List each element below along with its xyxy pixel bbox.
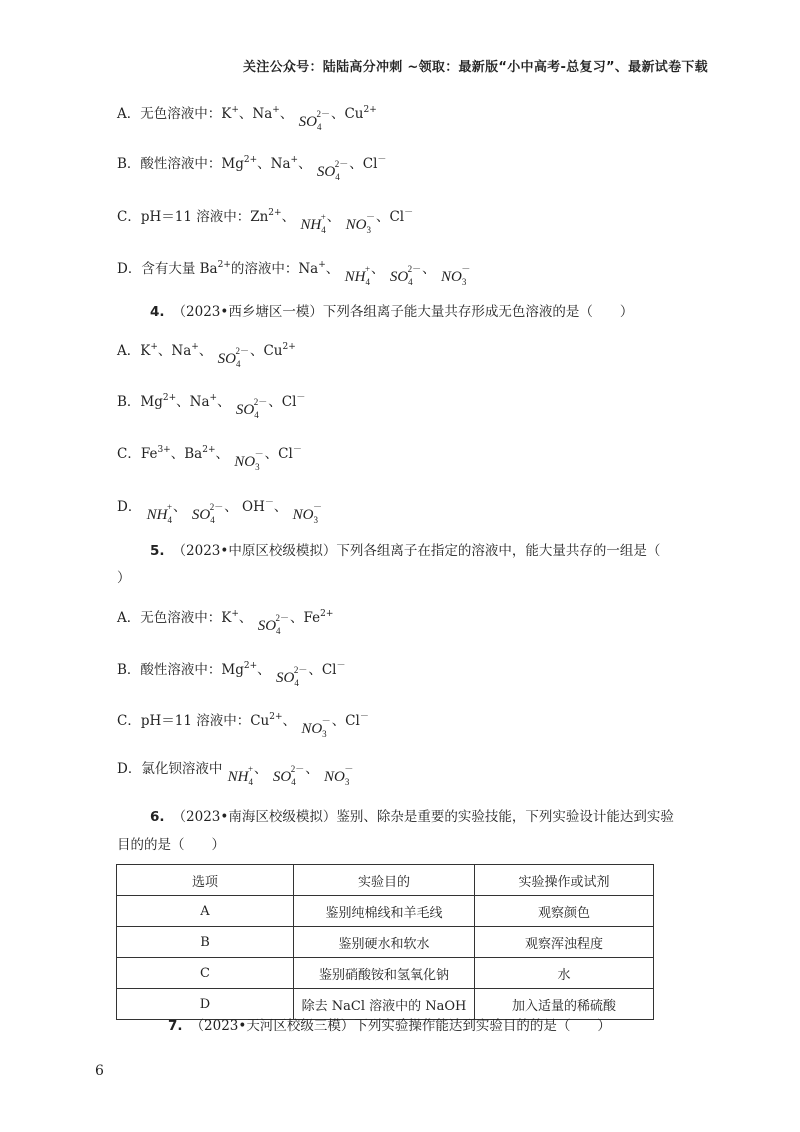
- ammonium-ion: $NH_4^+$: [146, 502, 173, 525]
- experiment-table: [116, 864, 654, 1020]
- table-row: [117, 989, 654, 1020]
- q4-option-c: C．$Fe^{3+}$、$Ba^{2+}$、 $NO_3^-$、Cl－: [117, 440, 302, 477]
- page-number: 6: [95, 1063, 104, 1079]
- ammonium-ion: $NH_4^+$: [300, 212, 326, 235]
- q3-option-b: B．酸性溶液中：$Mg^{2+}$、Na+、 $SO_4^{2-}$、Cl－: [117, 150, 386, 187]
- nitrate-ion: $NO_3^-$: [301, 716, 331, 739]
- table-cell: A: [117, 896, 294, 927]
- table-header-row: [117, 865, 654, 896]
- sulfate-ion: $SO_4^{2-}$: [316, 159, 349, 182]
- table-header: 实验操作或试剂: [475, 865, 654, 896]
- sulfate-ion: $SO_4^{2-}$: [275, 665, 308, 688]
- table-header: 选项: [117, 865, 294, 896]
- table-cell: 鉴别纯棉线和羊毛线: [294, 896, 475, 927]
- sulfate-ion: $SO_4^{2-}$: [272, 764, 305, 787]
- nitrate-ion: $NO_3^-$: [234, 449, 264, 472]
- sulfate-ion: $SO_4^{2-}$: [217, 346, 249, 369]
- table-cell: 水: [475, 958, 654, 989]
- table-row: [117, 896, 654, 927]
- table-cell: 加入适量的稀硫酸: [475, 989, 654, 1020]
- table-cell: B: [117, 927, 294, 958]
- table-cell: 鉴别硝酸铵和氢氧化钠: [294, 958, 475, 989]
- table-cell: 鉴别硬水和软水: [294, 927, 475, 958]
- ammonium-ion: $NH_4^+$: [344, 264, 371, 287]
- sulfate-ion: $SO_4^{2-}$: [235, 397, 268, 420]
- ammonium-ion: $NH_4^+$: [227, 764, 254, 787]
- q3-option-d: D．含有大量 $Ba^{2+}$的溶液中：Na+、 $NH_4^+$、 $SO_4^{2-}$、 $NO_3^-$: [117, 255, 471, 292]
- sulfate-ion: $SO_4^{2-}$: [191, 502, 224, 525]
- q5-option-d: D．氯化钡溶液中 $NH_4^+$、 $SO_4^{2-}$、 $NO_3^-$: [117, 759, 354, 792]
- table-row: [117, 927, 654, 958]
- q3-option-c: C．pH＝11 溶液中：$Zn^{2+}$、 $NH_4^+$、 $NO_3^-$、Cl－: [117, 203, 413, 240]
- q3-option-a: A．无色溶液中：K+、Na+、 $SO_4^{2-}$、$Cu^{2+}$: [117, 100, 377, 137]
- question-5: 5. （2023•中原区校级模拟）下列各组离子在指定的溶液中，能大量共存的一组是（: [150, 543, 661, 559]
- q5-option-c: C．pH＝11 溶液中：$Cu^{2+}$、 $NO_3^-$、Cl－: [117, 707, 369, 744]
- page-header: 关注公众号：陆陆高分冲刺 ~领取：最新版“小中高考-总复习”、最新试卷下载: [242, 60, 708, 75]
- question-5-continued: ）: [117, 570, 131, 586]
- sulfate-ion: $SO_4^{2-}$: [298, 109, 330, 132]
- q4-option-d: D． $NH_4^+$、 $SO_4^{2-}$、 OH－、 $NO_3^-$: [117, 493, 323, 530]
- nitrate-ion: $NO_3^-$: [292, 502, 323, 525]
- q5-option-b: B．酸性溶液中：$Mg^{2+}$、 $SO_4^{2-}$、Cl－: [117, 656, 346, 693]
- question-6: 6. （2023•南海区校级模拟）鉴别、除杂是重要的实验技能，下列实验设计能达到实验: [150, 809, 674, 825]
- table-cell: 除去 NaCl 溶液中的 NaOH: [294, 989, 475, 1020]
- table-header: 实验目的: [294, 865, 475, 896]
- question-7: 7. （2023•天河区校级三模）下列实验操作能达到实验目的的是（ ）: [168, 1018, 611, 1034]
- question-4: 4. （2023•西乡塘区一模）下列各组离子能大量共存形成无色溶液的是（ ）: [150, 304, 634, 320]
- table-cell: 观察浑浊程度: [475, 927, 654, 958]
- q4-option-a: A．K+、Na+、 $SO_4^{2-}$、$Cu^{2+}$: [117, 337, 296, 374]
- nitrate-ion: $NO_3^-$: [345, 212, 375, 235]
- nitrate-ion: $NO_3^-$: [440, 264, 471, 287]
- table-cell: D: [117, 989, 294, 1020]
- sulfate-ion: $SO_4^{2-}$: [257, 613, 290, 636]
- table-cell: 观察颜色: [475, 896, 654, 927]
- question-6-continued: 目的的是（ ）: [117, 837, 225, 853]
- nitrate-ion: $NO_3^-$: [324, 764, 354, 787]
- q5-option-a: A．无色溶液中：K+、 $SO_4^{2-}$、$Fe^{2+}$: [117, 604, 333, 641]
- q4-option-b: B．$Mg^{2+}$、Na+、 $SO_4^{2-}$、Cl－: [117, 388, 305, 425]
- sulfate-ion: $SO_4^{2-}$: [389, 264, 422, 287]
- table-row: [117, 958, 654, 989]
- table-cell: C: [117, 958, 294, 989]
